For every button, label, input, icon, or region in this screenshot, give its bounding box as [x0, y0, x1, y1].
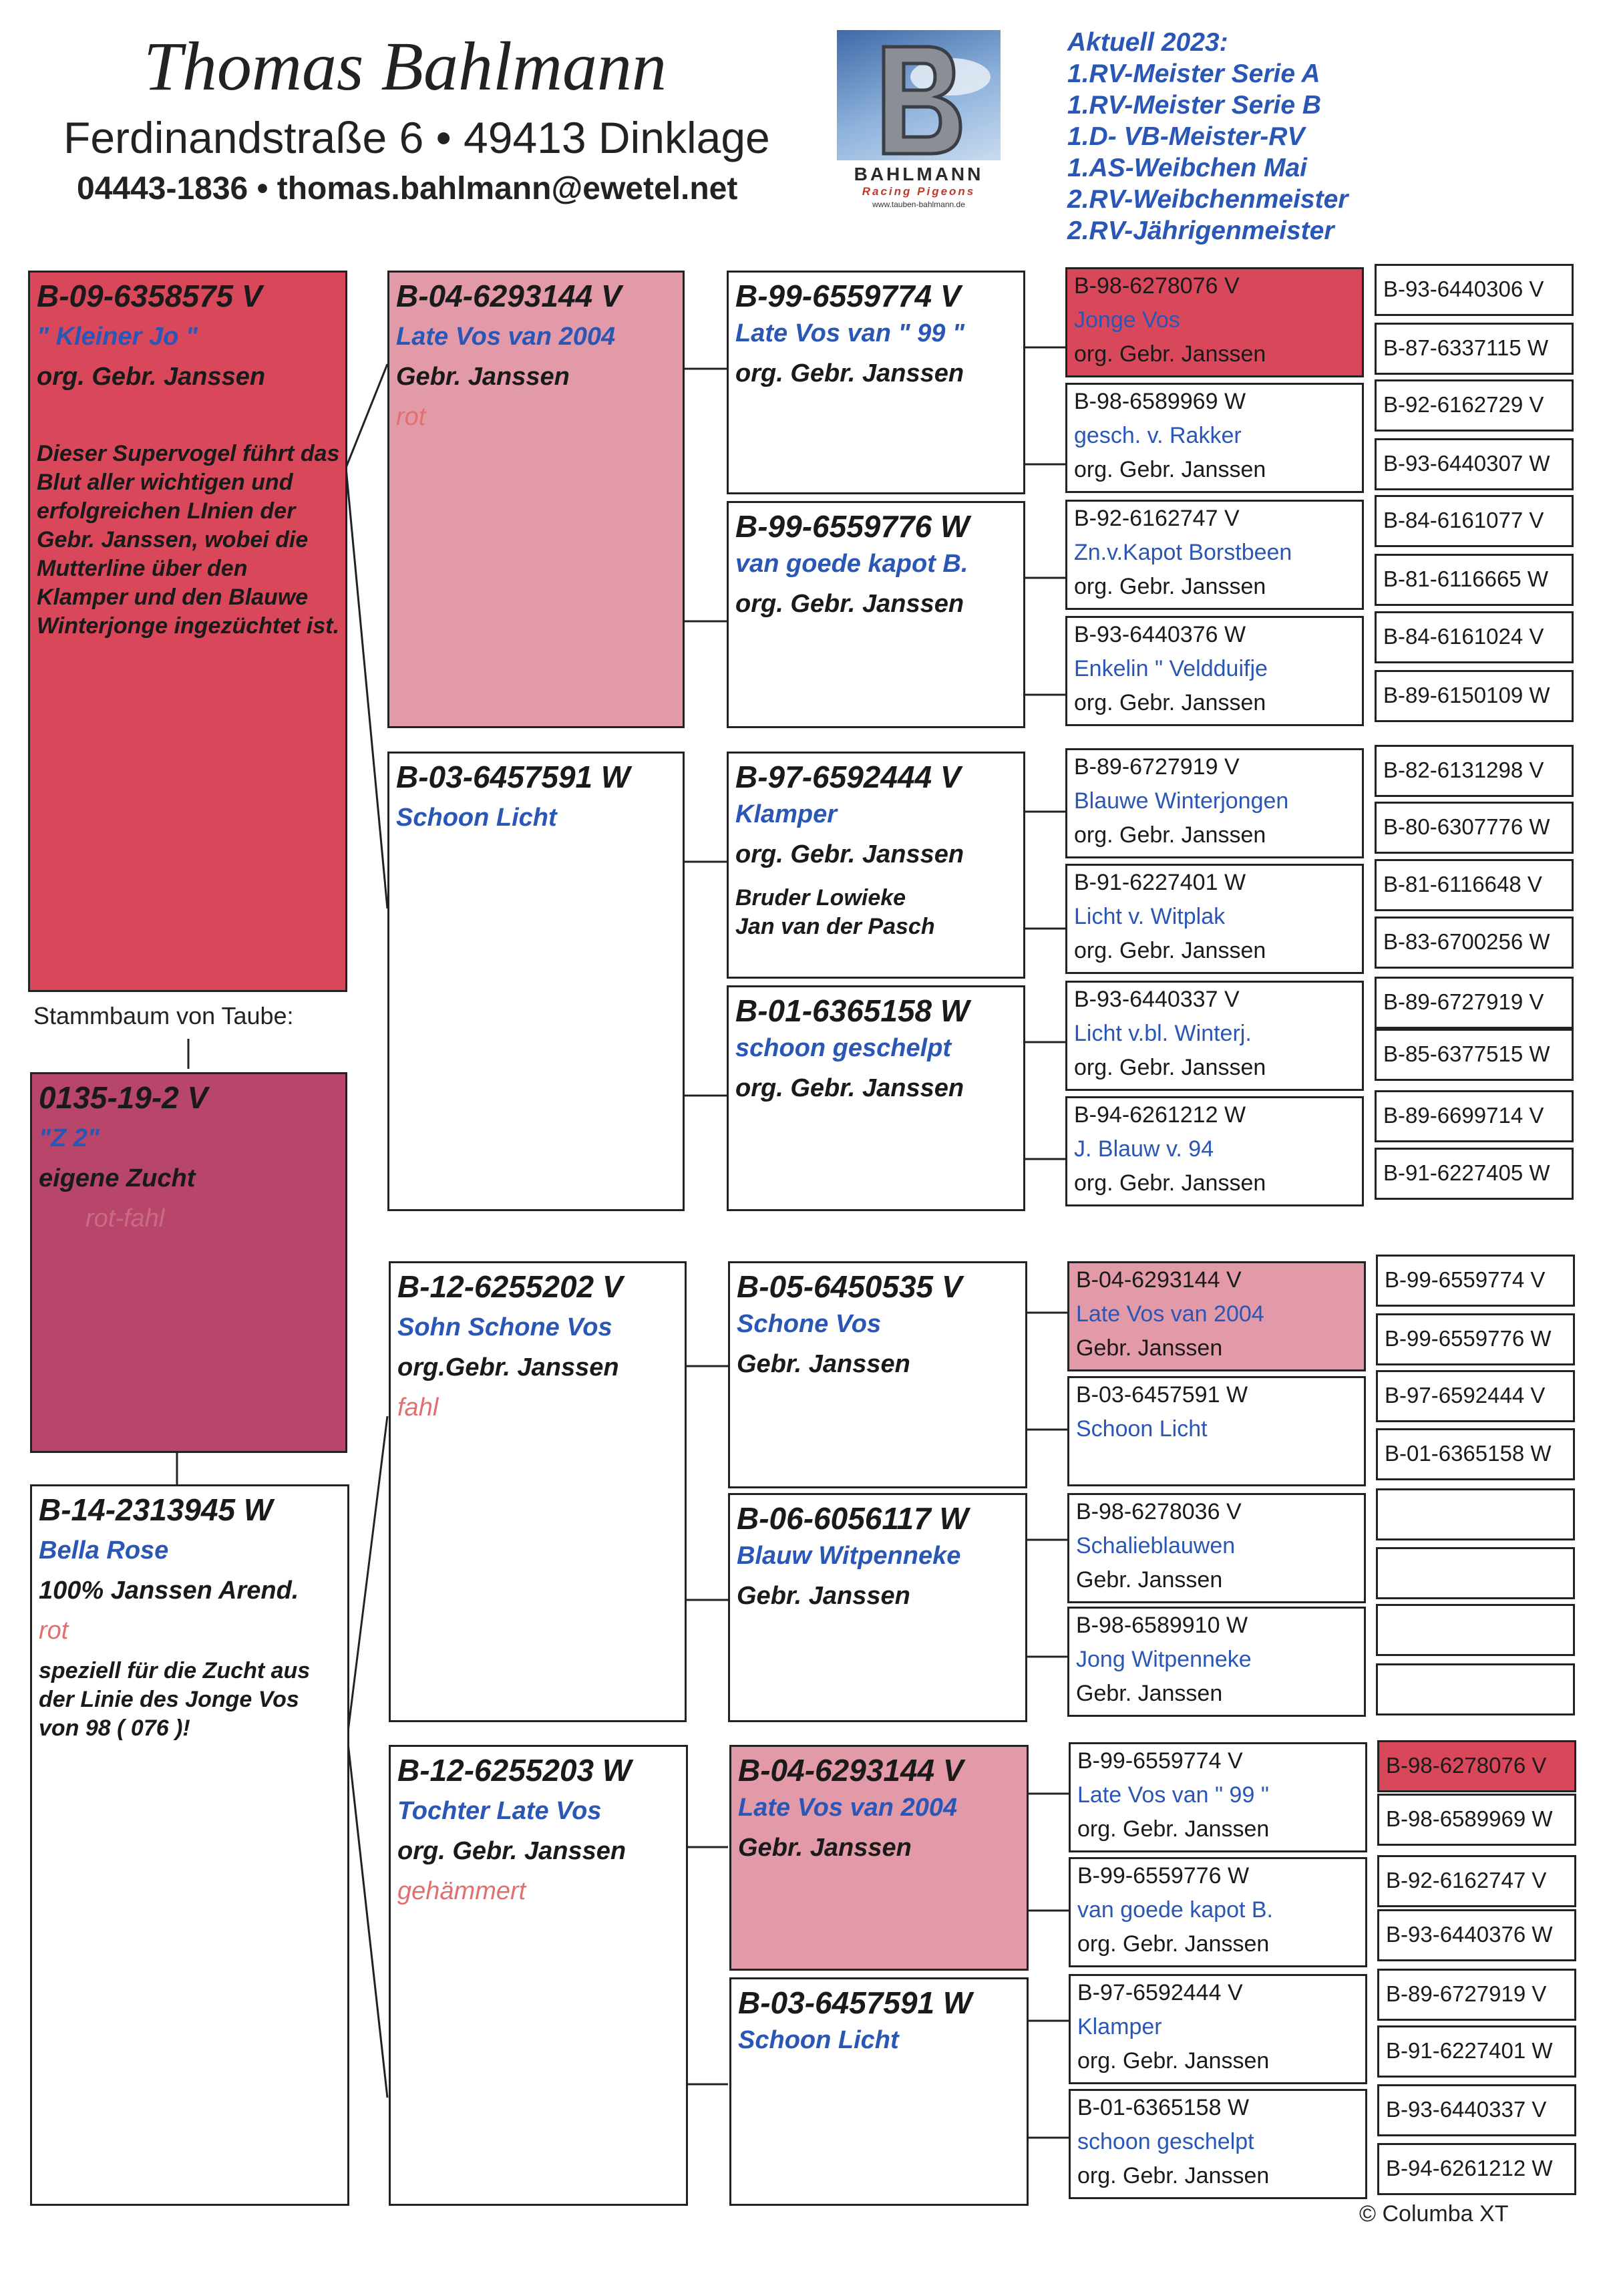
- bird-id: B-92-6162729 V: [1383, 392, 1544, 417]
- bird-id: B-98-6278076 V: [1386, 1753, 1547, 1778]
- mother-color: rot: [39, 1617, 69, 1645]
- bird-name: Schoon Licht: [396, 804, 557, 832]
- bird-origin: Gebr. Janssen: [737, 1350, 910, 1378]
- gen5-card: [1377, 2143, 1576, 2195]
- gen4-card: [1065, 864, 1364, 974]
- bird-origin: org. Gebr. Janssen: [735, 590, 964, 618]
- gen5-card: [1375, 977, 1574, 1029]
- achievement-item: 1.AS-Weibchen Mai: [1067, 154, 1308, 182]
- main-bird-card: [28, 271, 347, 992]
- gen4-card: [1067, 1607, 1366, 1717]
- bird-name: Licht v. Witplak: [1074, 904, 1226, 929]
- bird-id: B-98-6589969 W: [1074, 389, 1246, 414]
- bird-id: B-99-6559774 V: [1077, 1748, 1243, 1774]
- bird-id: B-03-6457591 W: [738, 1985, 972, 2020]
- bird-id: B-97-6592444 V: [1385, 1383, 1546, 1408]
- subject-id: 0135-19-2 V: [39, 1080, 208, 1115]
- gen5-card: [1375, 495, 1574, 547]
- gen5-card: [1375, 554, 1574, 606]
- gen5-card: [1375, 264, 1574, 316]
- gen5-card: [1376, 1313, 1575, 1365]
- bird-name: Late Vos van 2004: [738, 1794, 958, 1822]
- gen5-card: [1375, 1148, 1574, 1200]
- gen5-card: [1375, 917, 1574, 969]
- achievements-title: Aktuell 2023:: [1067, 28, 1228, 57]
- gen2-card: [389, 1261, 687, 1722]
- mother-name: Bella Rose: [39, 1536, 169, 1565]
- main-bird-name: " Kleiner Jo ": [37, 323, 198, 351]
- gen5-card: [1375, 379, 1574, 432]
- bird-origin: Gebr. Janssen: [396, 363, 570, 391]
- gen5-card: [1375, 323, 1574, 375]
- bird-origin: org. Gebr. Janssen: [1077, 1816, 1270, 1842]
- bird-id: B-84-6161024 V: [1383, 624, 1544, 649]
- logo-brand: BAHLMANN: [854, 164, 984, 184]
- bird-id: B-85-6377515 W: [1383, 1041, 1550, 1066]
- bird-color: fahl: [397, 1393, 439, 1422]
- bird-name: Schone Vos: [737, 1310, 882, 1338]
- bird-id: B-98-6589910 W: [1076, 1613, 1248, 1638]
- gen5-card-empty: [1376, 1663, 1575, 1715]
- bird-id: B-01-6365158 W: [1077, 2095, 1250, 2120]
- achievement-item: 2.RV-Jährigenmeister: [1067, 216, 1334, 245]
- bird-origin: org. Gebr. Janssen: [1074, 341, 1266, 367]
- bird-id: B-93-6440337 V: [1386, 2097, 1547, 2122]
- bird-name: Late Vos van " 99 ": [735, 319, 964, 347]
- bird-id: B-12-6255203 W: [397, 1753, 632, 1788]
- mother-note: speziell für die Zucht aus der Linie des Jonge Vos von 98 ( 076 )!: [39, 1658, 311, 1741]
- gen5-card-empty: [1376, 1604, 1575, 1656]
- gen5-card: [1376, 1370, 1575, 1422]
- mother-origin: 100% Janssen Arend.: [39, 1577, 299, 1605]
- bird-id: B-03-6457591 W: [396, 760, 631, 794]
- bird-id: B-04-6293144 V: [396, 279, 622, 313]
- bird-id: B-91-6227401 W: [1386, 2038, 1553, 2063]
- bird-id: B-97-6592444 V: [1077, 1980, 1243, 2005]
- bird-id: B-04-6293144 V: [738, 1753, 964, 1788]
- bird-id: B-81-6116665 W: [1383, 566, 1549, 591]
- gen3-card: [729, 1745, 1029, 1971]
- gen4-card: [1065, 616, 1364, 726]
- bird-id: B-99-6559774 V: [1385, 1267, 1546, 1292]
- bird-name: van goede kapot B.: [1077, 1897, 1274, 1923]
- bird-name: schoon geschelpt: [1077, 2129, 1254, 2154]
- bird-id: B-89-6727919 V: [1383, 989, 1544, 1014]
- subject-origin: eigene Zucht: [39, 1164, 196, 1192]
- gen4-card: [1065, 383, 1364, 493]
- bird-id: B-94-6261212 W: [1386, 2156, 1553, 2180]
- bird-id: B-99-6559776 W: [1385, 1326, 1552, 1351]
- gen2-card: [387, 271, 685, 728]
- bird-id: B-89-6727919 V: [1074, 754, 1240, 780]
- gen3-card: [729, 1977, 1029, 2206]
- gen5-card: [1375, 438, 1574, 490]
- gen3-card: [727, 985, 1025, 1211]
- bird-origin: org. Gebr. Janssen: [1077, 1931, 1270, 1957]
- gen5-card: [1377, 1909, 1576, 1961]
- gen3-card: [727, 271, 1025, 494]
- gen2-card: [387, 752, 685, 1211]
- bird-id: B-84-6161077 V: [1383, 508, 1544, 532]
- stammbaum-label: Stammbaum von Taube:: [33, 1002, 294, 1029]
- bird-id: B-98-6278036 V: [1076, 1499, 1242, 1524]
- subject-name: "Z 2": [39, 1124, 100, 1152]
- bird-id: B-89-6727919 V: [1386, 1981, 1547, 2006]
- mother-card: [30, 1484, 349, 2206]
- achievement-item: 1.D- VB-Meister-RV: [1067, 122, 1305, 151]
- subject-color: rot-fahl: [85, 1204, 165, 1233]
- bird-id: B-83-6700256 W: [1383, 929, 1550, 954]
- bird-origin: org. Gebr. Janssen: [1074, 938, 1266, 963]
- bird-id: B-89-6699714 V: [1383, 1103, 1544, 1128]
- bird-id: B-98-6589969 W: [1386, 1806, 1553, 1831]
- bird-id: B-01-6365158 W: [735, 993, 970, 1028]
- bird-origin: org. Gebr. Janssen: [1074, 574, 1266, 599]
- main-bird-note: Dieser Supervogel führt das Blut aller wichtigen und erfolgreichen LInien der Gebr. Janssen, wobei die Mutterline über den Klamper und den Blauwe Winterjonge ingezüchtet ist.: [37, 441, 340, 639]
- bird-id: B-03-6457591 W: [1076, 1382, 1248, 1408]
- bird-name: Schoon Licht: [738, 2026, 899, 2054]
- bird-id: B-91-6227405 W: [1383, 1160, 1550, 1185]
- bird-id: B-01-6365158 W: [1385, 1441, 1552, 1466]
- bird-name: Schoon Licht: [1076, 1416, 1208, 1442]
- logo-sub: Racing Pigeons: [862, 185, 976, 198]
- bird-color: rot: [396, 403, 426, 431]
- bird-id: B-92-6162747 V: [1386, 1868, 1547, 1893]
- bird-id: B-05-6450535 V: [737, 1269, 962, 1304]
- gen5-card-empty: [1376, 1547, 1575, 1599]
- achievements: [1067, 27, 1348, 247]
- gen3-card: [728, 1261, 1027, 1488]
- pigeon-b-emblem-icon: [837, 30, 1001, 160]
- bird-name: Late Vos van " 99 ": [1077, 1782, 1269, 1808]
- gen4-card: [1069, 1742, 1367, 1852]
- gen3-card: [727, 501, 1025, 728]
- achievement-item: 2.RV-Weibchenmeister: [1067, 185, 1349, 214]
- bird-name: Licht v.bl. Winterj.: [1074, 1021, 1252, 1046]
- main-bird-origin: org. Gebr. Janssen: [37, 363, 266, 391]
- bird-id: B-98-6278076 V: [1074, 273, 1240, 299]
- bird-origin: org. Gebr. Janssen: [1077, 2048, 1270, 2074]
- gen5-card: [1377, 2025, 1576, 2078]
- gen5-card: [1377, 1969, 1576, 2021]
- bird-origin: Gebr. Janssen: [1076, 1335, 1223, 1361]
- bird-name: Sohn Schone Vos: [397, 1313, 612, 1341]
- gen4-card: [1069, 1857, 1367, 1967]
- bird-origin: Gebr. Janssen: [1076, 1681, 1223, 1706]
- breeder-contact: 04443-1836 • thomas.bahlmann@ewetel.net: [77, 171, 738, 206]
- gen5-card: [1375, 802, 1574, 854]
- gen4-card: [1065, 981, 1364, 1091]
- bird-id: B-89-6150109 W: [1383, 683, 1550, 707]
- bird-id: B-81-6116648 V: [1383, 872, 1542, 896]
- gen4-card: [1069, 2089, 1367, 2199]
- subject-card: [30, 1072, 347, 1453]
- bird-name: Klamper: [1077, 2014, 1162, 2039]
- gen5-card: [1375, 859, 1574, 911]
- bird-name: Late Vos van 2004: [396, 323, 616, 351]
- bird-origin: org. Gebr. Janssen: [1074, 1055, 1266, 1080]
- gen4-card: [1067, 1376, 1366, 1486]
- bird-color: gehämmert: [397, 1877, 526, 1905]
- bird-id: B-99-6559776 W: [1077, 1863, 1250, 1889]
- bird-id: B-93-6440306 V: [1383, 277, 1544, 301]
- achievement-item: 1.RV-Meister Serie A: [1067, 59, 1320, 88]
- bahlmann-logo: [837, 30, 1001, 214]
- bird-id: B-80-6307776 W: [1383, 814, 1550, 839]
- bird-name: Late Vos van 2004: [1076, 1301, 1264, 1327]
- bird-id: B-82-6131298 V: [1383, 758, 1544, 782]
- gen3-card: [728, 1493, 1027, 1722]
- bird-id: B-91-6227401 W: [1074, 870, 1246, 895]
- gen5-card: [1375, 1029, 1574, 1081]
- gen4-card: [1065, 267, 1364, 377]
- bird-name: Zn.v.Kapot Borstbeen: [1074, 540, 1292, 565]
- logo-url: www.tauben-bahlmann.de: [872, 200, 965, 209]
- bird-origin: org. Gebr. Janssen: [735, 359, 964, 387]
- bird-origin: org. Gebr. Janssen: [1077, 2163, 1270, 2188]
- breeder-address: Ferdinandstraße 6 • 49413 Dinklage: [63, 113, 770, 162]
- gen4-card: [1067, 1493, 1366, 1603]
- bird-name: Blauwe Winterjongen: [1074, 788, 1289, 814]
- bird-origin: Gebr. Janssen: [1076, 1567, 1223, 1593]
- bird-origin: org.Gebr. Janssen: [397, 1353, 619, 1381]
- gen4-card: [1065, 1096, 1364, 1206]
- bird-origin: org. Gebr. Janssen: [1074, 690, 1266, 715]
- bird-id: B-97-6592444 V: [735, 760, 961, 794]
- bird-name: gesch. v. Rakker: [1074, 423, 1242, 448]
- bird-origin: Gebr. Janssen: [738, 1834, 912, 1862]
- gen5-card: [1375, 1090, 1574, 1142]
- bird-origin: org. Gebr. Janssen: [1074, 457, 1266, 482]
- bird-id: B-93-6440376 W: [1074, 622, 1246, 647]
- bird-origin: org. Gebr. Janssen: [735, 840, 964, 868]
- bird-id: B-04-6293144 V: [1076, 1267, 1242, 1293]
- gen4-card: [1067, 1261, 1366, 1371]
- gen5-card: [1375, 745, 1574, 797]
- gen5-card: [1377, 1794, 1576, 1846]
- bird-name: Enkelin " Veldduifje: [1074, 656, 1268, 681]
- bird-name: Schalieblauwen: [1076, 1533, 1236, 1559]
- footer-credit: © Columba XT: [1359, 2201, 1509, 2227]
- bird-name: van goede kapot B.: [735, 550, 968, 578]
- bird-name: J. Blauw v. 94: [1074, 1136, 1214, 1162]
- gen5-card-empty: [1376, 1488, 1575, 1540]
- bird-id: B-92-6162747 V: [1074, 506, 1240, 531]
- gen2-card: [389, 1745, 688, 2206]
- bird-origin: org. Gebr. Janssen: [1074, 1170, 1266, 1196]
- gen3-card: [727, 752, 1025, 979]
- gen5-card: [1377, 1740, 1576, 1792]
- bird-id: B-99-6559774 V: [735, 279, 961, 313]
- bird-id: B-99-6559776 W: [735, 509, 970, 544]
- bird-id: B-06-6056117 W: [737, 1501, 968, 1536]
- gen4-card: [1065, 500, 1364, 610]
- gen5-card: [1375, 670, 1574, 722]
- main-bird-id: B-09-6358575 V: [37, 279, 262, 313]
- gen4-card: [1069, 1974, 1367, 2084]
- mother-id: B-14-2313945 W: [39, 1492, 273, 1527]
- bird-origin: org. Gebr. Janssen: [735, 1074, 964, 1102]
- gen4-card: [1065, 748, 1364, 858]
- bird-id: B-93-6440307 W: [1383, 451, 1550, 476]
- bird-id: B-94-6261212 W: [1074, 1102, 1246, 1128]
- bird-origin: org. Gebr. Janssen: [1074, 822, 1266, 848]
- bird-name: Jong Witpenneke: [1076, 1647, 1252, 1672]
- achievement-item: 1.RV-Meister Serie B: [1067, 91, 1322, 120]
- bird-name: Tochter Late Vos: [397, 1797, 602, 1825]
- bird-origin: Gebr. Janssen: [737, 1582, 910, 1610]
- bird-id: B-87-6337115 W: [1383, 335, 1549, 360]
- bird-note: Bruder Lowieke Jan van der Pasch: [735, 885, 935, 939]
- bird-id: B-12-6255202 V: [397, 1269, 623, 1304]
- gen5-card: [1375, 611, 1574, 663]
- gen5-card: [1377, 1855, 1576, 1907]
- bird-origin: org. Gebr. Janssen: [397, 1837, 627, 1865]
- bird-id: B-93-6440337 V: [1074, 987, 1240, 1012]
- bird-name: Blauw Witpenneke: [737, 1542, 961, 1570]
- breeder-name: Thomas Bahlmann: [144, 28, 667, 105]
- gen5-card: [1376, 1255, 1575, 1307]
- bird-name: schoon geschelpt: [735, 1034, 952, 1062]
- gen5-card: [1377, 2084, 1576, 2136]
- bird-name: Jonge Vos: [1074, 307, 1180, 333]
- bird-name: Klamper: [735, 800, 838, 828]
- bird-id: B-93-6440376 W: [1386, 1922, 1553, 1947]
- gen5-card: [1376, 1428, 1575, 1480]
